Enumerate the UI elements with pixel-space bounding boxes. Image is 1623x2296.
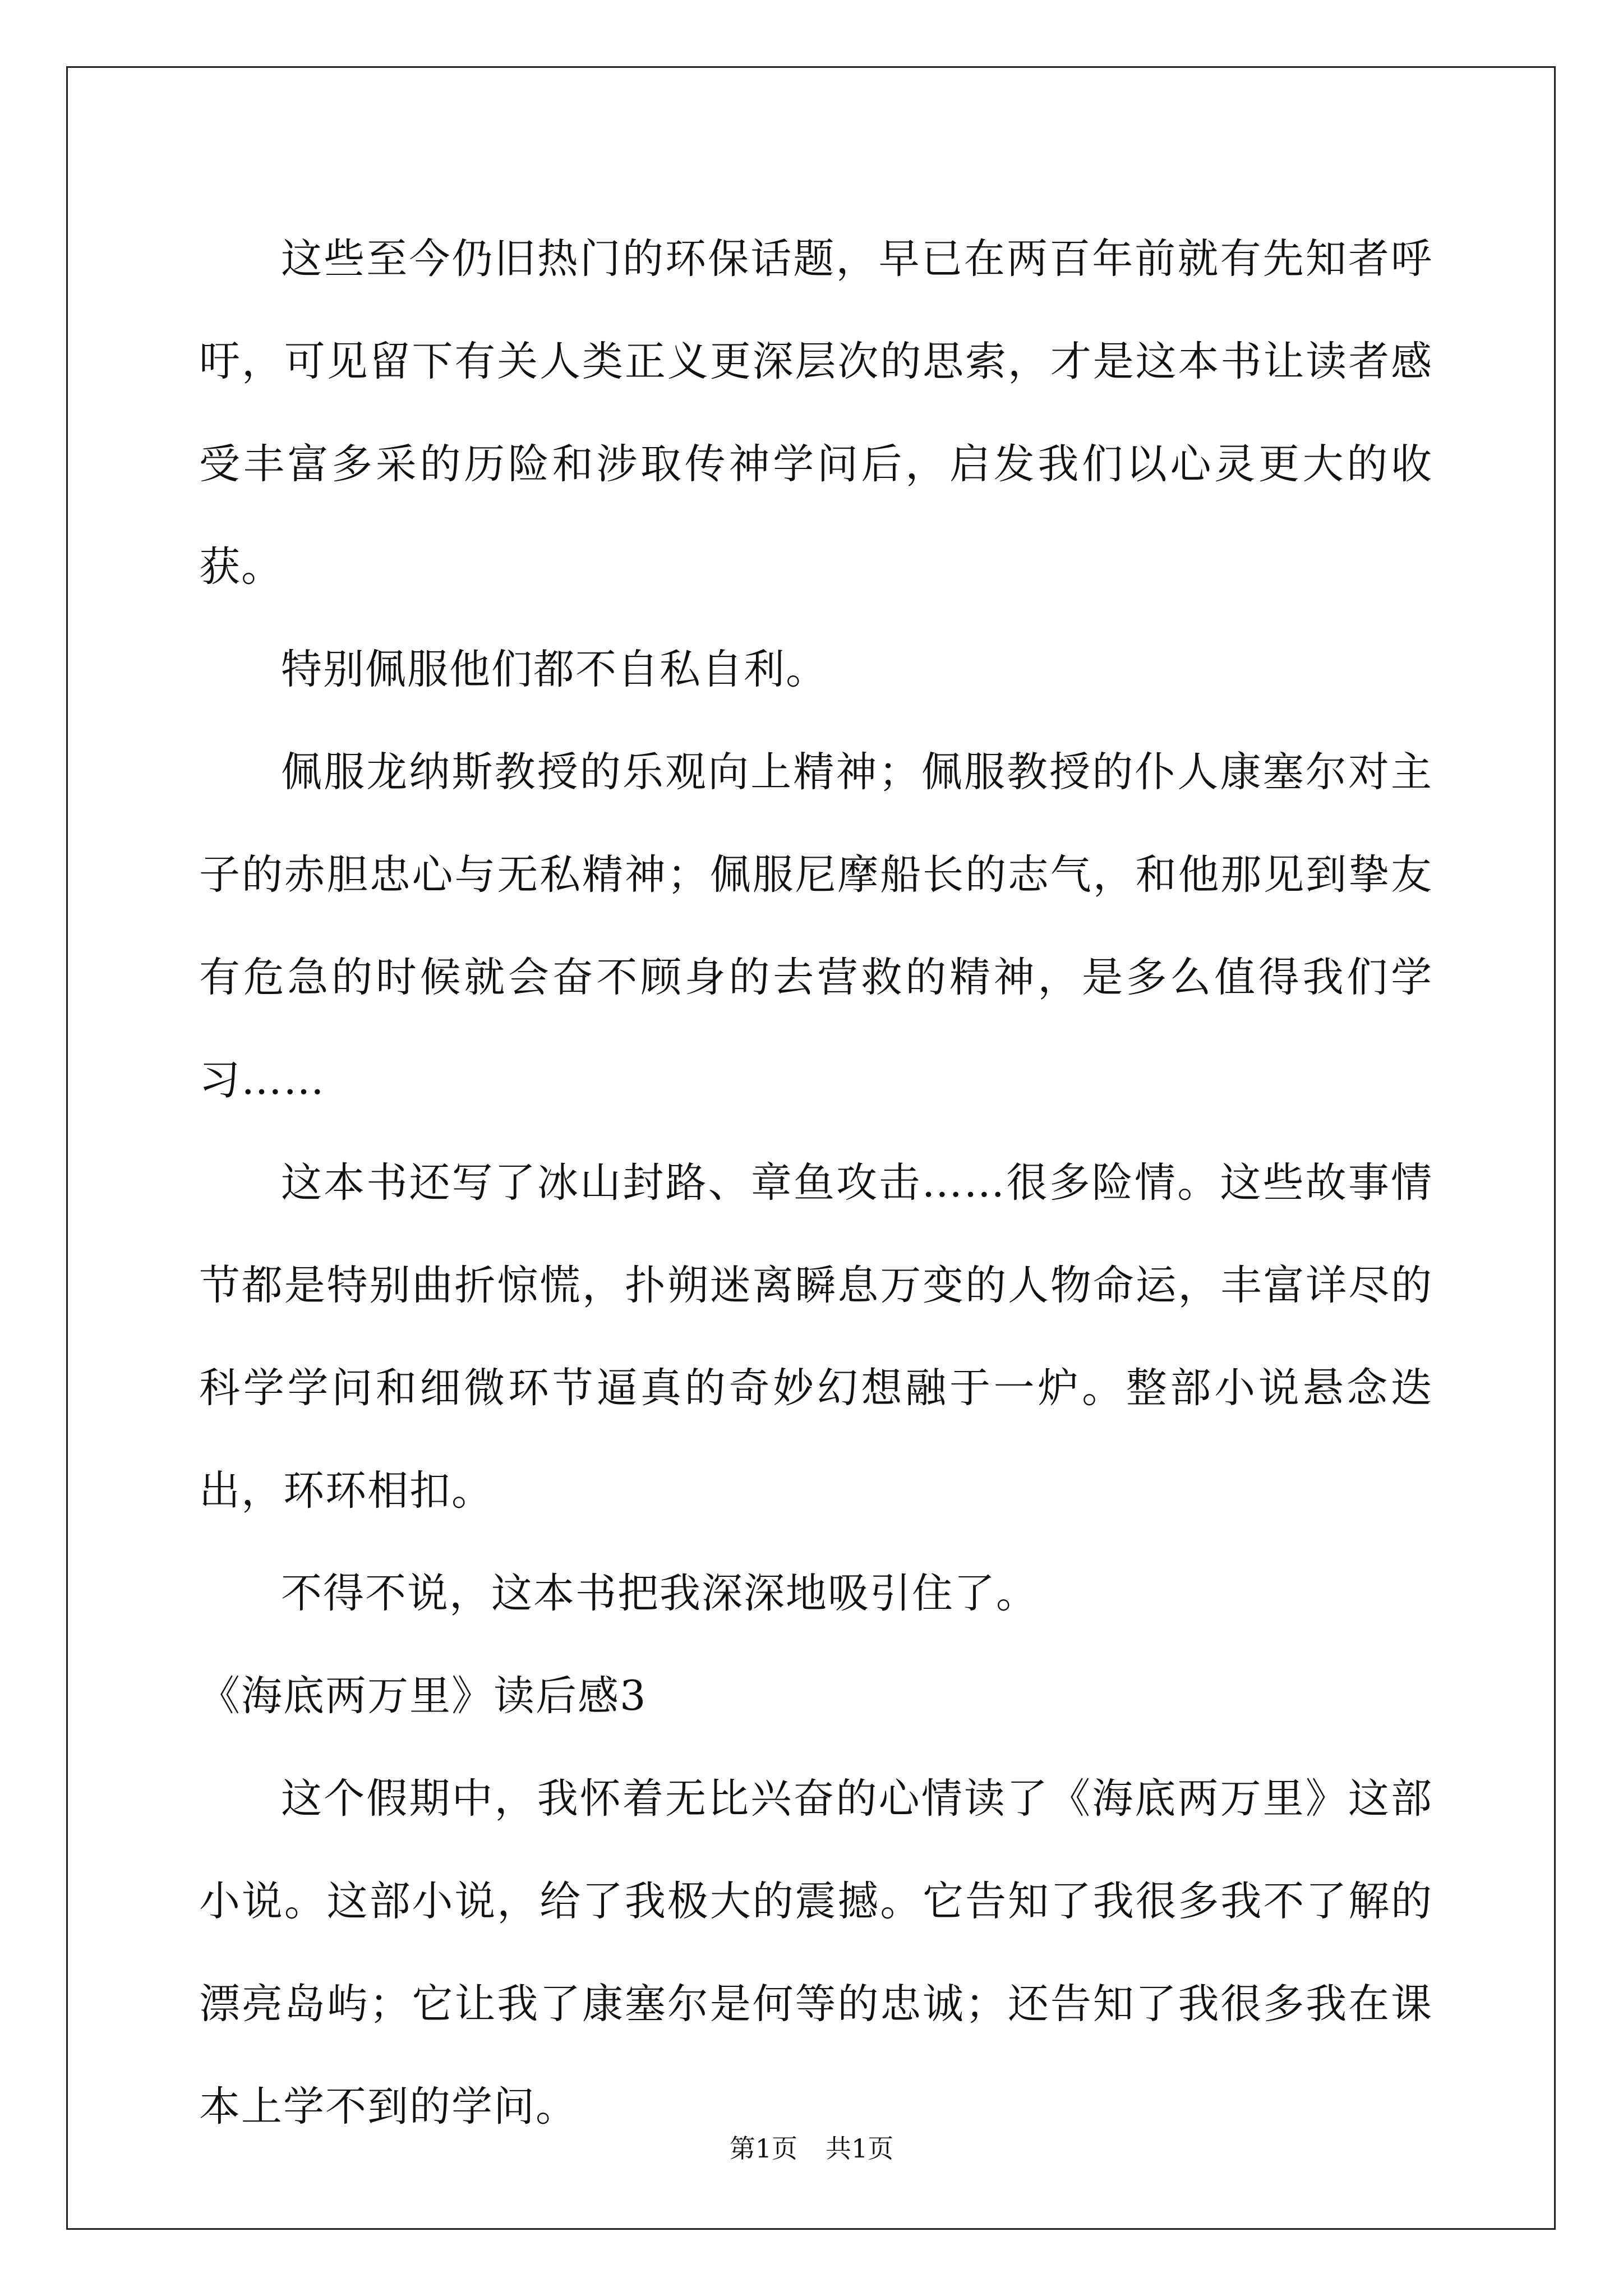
paragraph: 不得不说，这本书把我深深地吸引住了。 (281, 1570, 1038, 1617)
document-body (199, 208, 1433, 2158)
paragraph: 这些至今仍旧热门的环保话题，早已在两百年前就有先知者呼吁，可见留下有关人类正义更深层次的思索，才是这本书让读者感受丰富多采的历险和涉取传神学问后，启发我们以心灵更大的收获。 (199, 235, 1433, 591)
paragraph: 佩服龙纳斯教授的乐观向上精神；佩服教授的仆人康塞尔对主子的赤胆忠心与无私精神；佩服尼摩船长的志气，和他那见到挚友有危急的时候就会奋不顾身的去营救的精神，是多么值得我们学习…… (199, 748, 1433, 1104)
page-total: 共1页 (826, 2133, 894, 2164)
paragraph: 这本书还写了冰山封路、章鱼攻击……很多险情。这些故事情节都是特别曲折惊慌，扑朔迷离瞬息万变的人物命运，丰富详尽的科学学问和细微环节逼真的奇妙幻想融于一炉。整部小说悬念迭出，环环相扣。 (199, 1159, 1433, 1515)
paragraph: 特别佩服他们都不自私自利。 (281, 646, 828, 693)
page-footer (0, 2132, 1623, 2165)
paragraph: 这个假期中，我怀着无比兴奋的心情读了《海底两万里》这部小说。这部小说，给了我极大的震撼。它告知了我很多我不了解的漂亮岛屿；它让我了康塞尔是何等的忠诚；还告知了我很多我在课本上学不到的学问。 (199, 1775, 1433, 2131)
page-number: 第1页 (729, 2133, 797, 2164)
section-heading: 《海底两万里》读后感3 (199, 1672, 647, 1720)
